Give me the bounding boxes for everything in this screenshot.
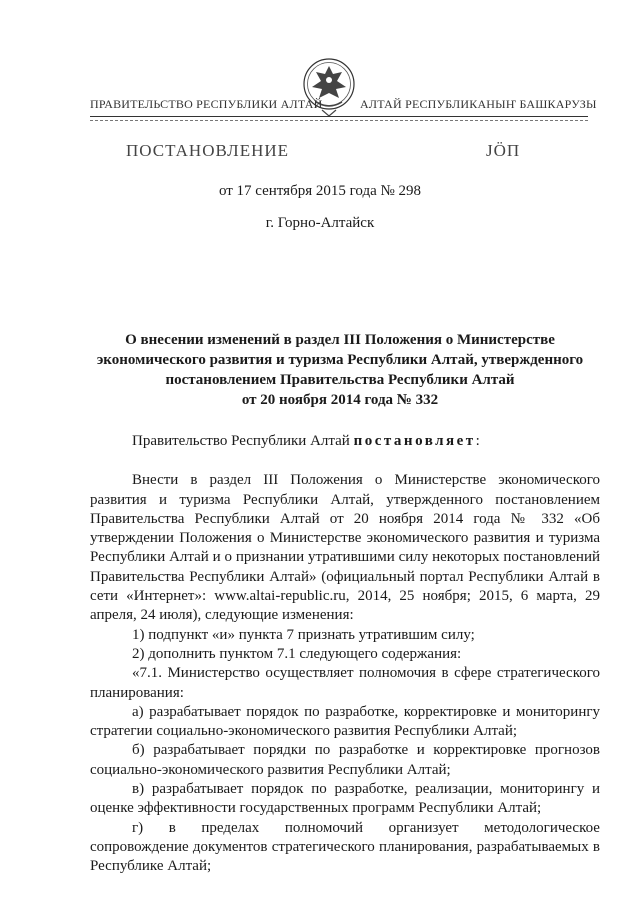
word: организует — [388, 819, 459, 836]
body-paragraph: Внести в раздел III Положения о Министерстве экономического развития и туризма Республики Алтай, утвержденного постановлением Правительства Республики Алтай от 20 ноября 2014 года № 332 «Об утверждении Положения о Министерстве экономического развития и туризма Республики Алтай и о признании утратившими силу некоторых постановлений Правительства Республики Алтай» (официальный портал Республики Алтай в сети «Интернет»: www.altai-republic.ru, 2014, 25 ноября; 2015, 6 марта, 29 апреля, 24 июля), следующие изменения: — [90, 472, 600, 624]
title-line: от 20 ноября 2014 года № 332 — [241, 392, 439, 408]
intro-text: Правительство Республики Алтай — [132, 433, 354, 449]
document-date-number: от 17 сентября 2015 года № 298 — [218, 183, 422, 199]
body-paragraph: в) разрабатывает порядок по разработке, реализации, мониторингу и оценке эффективности государственных программ Республики Алтай; — [90, 781, 600, 817]
title-line: О внесении изменений в раздел III Положения о Министерстве — [125, 332, 555, 348]
word: полномочий — [284, 819, 364, 836]
body-paragraph: 1) подпункт «и» пункта 7 признать утратившим силу; — [132, 626, 475, 643]
paragraph-g-rest: сопровождение документов стратегического планирования, разрабатываемых в Республике Алтай; — [90, 838, 600, 875]
government-name-russian: ПРАВИТЕЛЬСТВО РЕСПУБЛИКИ АЛТАЙ — [90, 97, 323, 111]
intro-verb: постановляет — [353, 433, 476, 449]
intro-paragraph — [90, 432, 600, 451]
body-paragraph: а) разрабатывает порядок по разработке, корректировке и мониторингу стратегии социально-экономического развития Республики Алтай; — [90, 703, 600, 740]
spacer — [90, 451, 600, 471]
word: методологическое — [484, 819, 600, 836]
document-type: ПОСТАНОВЛЕНИЕ — [126, 141, 290, 160]
body-paragraph: «7.1. Министерство осуществляет полномочия в сфере стратегического планирования: — [90, 665, 600, 701]
title-line: экономического развития и туризма Республики Алтай, утвержденного — [96, 352, 584, 368]
document-title — [90, 330, 590, 410]
body-paragraph: б) разрабатывает порядки по разработке и корректировке прогнозов социально-экономического развития Республики Алтай; — [90, 742, 600, 778]
word: пределах — [201, 819, 260, 836]
government-name-altai: АЛТАЙ РЕСПУБЛИКАНЫҤ БАШКАРУЗЫ — [360, 97, 597, 111]
intro-colon: : — [475, 433, 480, 449]
paragraph-g-first-line — [90, 819, 600, 838]
body-paragraph: 2) дополнить пунктом 7.1 следующего содержания: — [132, 645, 462, 662]
document-body — [90, 432, 600, 877]
document-city: г. Горно-Алтайск — [265, 215, 375, 231]
document-type-altai: ЈÖП — [486, 141, 521, 160]
header-rule-dashed — [90, 120, 588, 121]
word: в — [168, 819, 176, 836]
word: г) — [132, 819, 144, 836]
title-line: постановлением Правительства Республики Алтай — [165, 372, 515, 388]
header-rule — [90, 116, 588, 117]
